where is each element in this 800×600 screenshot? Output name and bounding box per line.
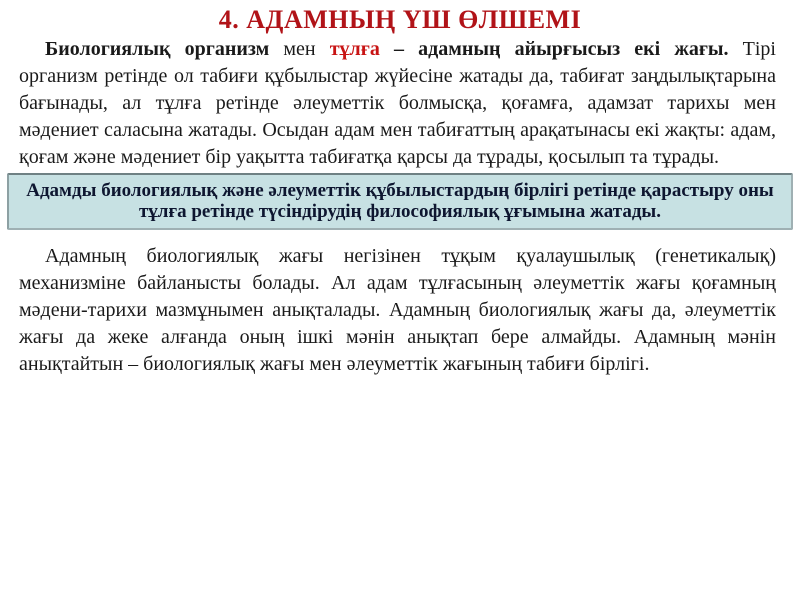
callout-text: Адамды биологиялық және әлеуметтік құбылыстардың бірлігі ретінде қарастыру оны тұлға ретінде түсіндірудің философиялық ұғымына жатады. — [26, 180, 774, 222]
slide-title: 4. АДАМНЫҢ ҮШ ӨЛШЕМІ — [218, 5, 582, 34]
paragraph-1-rest: Тірі организм ретінде ол табиғи құбылыстар жүйесіне жатады да, табиғат заңдылықтарына бағынады, ал тұлға ретінде әлеуметтік болмысқа, қоғамға, адамзат тарихы мен мәдениет саласына жатады. Осыдан адам мен табиғаттың арақатынасы екі жақты: адам, қоғам және мәдениет бір уақытта табиғатқа қарсы да тұрады, қосылып та тұрады. — [19, 38, 776, 168]
paragraph-1-red-term: тұлға — [329, 38, 380, 60]
paragraph-1-bold-lead: Биологиялық организм — [45, 38, 270, 60]
paragraph-1-plain-mid: мен — [269, 38, 330, 60]
paragraph-1 — [19, 36, 776, 171]
callout-box — [7, 173, 793, 230]
paragraph-1-bold-tail: – адамның айырғысыз екі жағы. — [379, 38, 729, 60]
paragraph-2: Адамның биологиялық жағы негізінен тұқым қуалаушылық (генетикалық) механизміне байланысты болады. Ал адам тұлғасының әлеуметтік жағы қоғамның мәдени-тарихи мазмұнымен анықталады. Адамның биологиялық жағы да, әлеуметтік жағы да жеке алғанда оның ішкі мәнін анықтап бере алмайды. Адамның мәнін анықтайтын – биологиялық жағы мен әлеуметтік жағының табиғи бірлігі. — [19, 245, 776, 375]
